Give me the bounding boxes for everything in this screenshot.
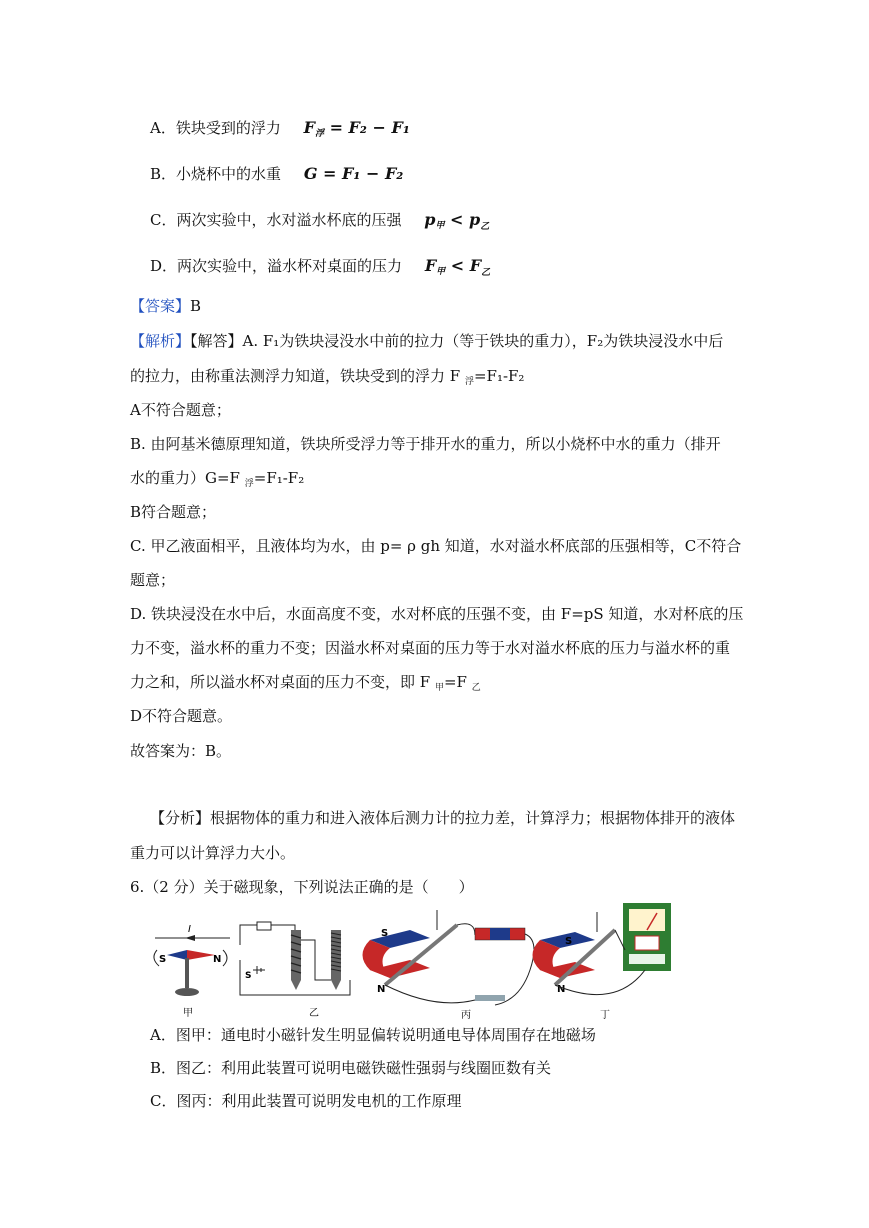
question-6-stem: 6.（2 分）关于磁现象，下列说法正确的是（ ） <box>130 878 474 896</box>
svg-text:N: N <box>377 984 386 995</box>
analysis-line-8: 题意； <box>130 571 176 589</box>
analysis-line-13: 故答案为：B。 <box>130 742 232 760</box>
q6-option-c: C．图丙：利用此装置可说明发电机的工作原理 <box>150 1092 462 1110</box>
answer-tag: 【答案】 <box>130 297 191 315</box>
option-a <box>150 118 410 144</box>
label-jia: 甲 <box>183 1008 193 1019</box>
option-b-formula: G = F₁ − F₂ <box>303 164 404 183</box>
answer-line <box>130 296 201 316</box>
analysis-line-2: 的拉力，由称重法测浮力知道，铁块受到的浮力 F $_浮$=F₁-F₂ <box>130 367 525 387</box>
q6-option-b: B．图乙：利用此装置可说明电磁铁磁性强弱与线圈匝数有关 <box>150 1059 552 1077</box>
option-b-label: B．小烧杯中的水重 <box>150 165 282 183</box>
analysis-line-10: 力不变，溢水杯的重力不变；因溢水杯对桌面的压力等于水对溢水杯底的压力与溢水杯的重 <box>130 639 731 657</box>
option-a-formula: $F_浮 = F_2 - F_1$ <box>303 118 410 139</box>
analysis-line-11: 力之和，所以溢水杯对桌面的压力不变，即 F $_甲$=F $_乙$ <box>130 673 481 693</box>
analysis-line-1: 【解析】【解答】A. F₁为铁块浸没水中前的拉力（等于铁块的重力），F₂为铁块浸没水中后 <box>130 332 724 350</box>
current-label: I <box>188 924 191 935</box>
option-c <box>150 210 489 237</box>
analysis-line-3: A不符合题意； <box>130 401 231 419</box>
figure-jia <box>154 924 230 1019</box>
figure-yi <box>240 922 350 1019</box>
fenxi-line-2: 重力可以计算浮力大小。 <box>130 844 296 862</box>
option-d <box>150 256 490 283</box>
option-a-label: A．铁块受到的浮力 <box>150 119 281 137</box>
svg-text:N: N <box>557 984 566 995</box>
analysis-line-7: C. 甲乙液面相平，且液体均为水，由 p= ρ gh 知道，水对溢水杯底部的压强相等，C不符合 <box>130 537 742 555</box>
magnetism-figure <box>145 900 680 1022</box>
svg-text:S: S <box>159 954 167 965</box>
fenxi-line-1: 【分析】根据物体的重力和进入液体后测力计的拉力差，计算浮力；根据物体排开的液体 <box>150 809 736 827</box>
answer-value: B <box>190 297 202 315</box>
svg-text:N: N <box>213 954 222 965</box>
analysis-line-4: B. 由阿基米德原理知道，铁块所受浮力等于排开水的重力，所以小烧杯中水的重力（排开 <box>130 435 721 453</box>
analysis-line-5: 水的重力）G=F $_浮$=F₁-F₂ <box>130 469 305 489</box>
svg-text:S: S <box>245 971 252 981</box>
figure-bing <box>363 910 535 1021</box>
svg-text:S: S <box>381 928 389 939</box>
label-ding: 丁 <box>600 1010 610 1021</box>
label-yi: 乙 <box>309 1008 319 1019</box>
analysis-line-9: D. 铁块浸没在水中后，水面高度不变，水对杯底的压强不变，由 F=pS 知道，水对杯底的压 <box>130 605 744 623</box>
option-c-formula: $p_甲 < p_乙$ <box>424 210 490 232</box>
option-d-label: D．两次实验中，溢水杯对桌面的压力 <box>150 257 403 275</box>
label-bing: 丙 <box>461 1010 471 1021</box>
figure-ding <box>533 903 672 1021</box>
option-d-formula: $F_甲 < F_乙$ <box>424 256 491 278</box>
q6-option-a: A．图甲：通电时小磁针发生明显偏转说明通电导体周围存在地磁场 <box>150 1026 596 1044</box>
analysis-line-6: B符合题意； <box>130 503 217 521</box>
analysis-line-12: D不符合题意。 <box>130 707 233 725</box>
svg-text:S: S <box>565 936 573 947</box>
analysis-tag: 【解析】 <box>130 332 191 350</box>
option-b <box>150 164 403 184</box>
option-c-label: C．两次实验中，水对溢水杯底的压强 <box>150 211 402 229</box>
